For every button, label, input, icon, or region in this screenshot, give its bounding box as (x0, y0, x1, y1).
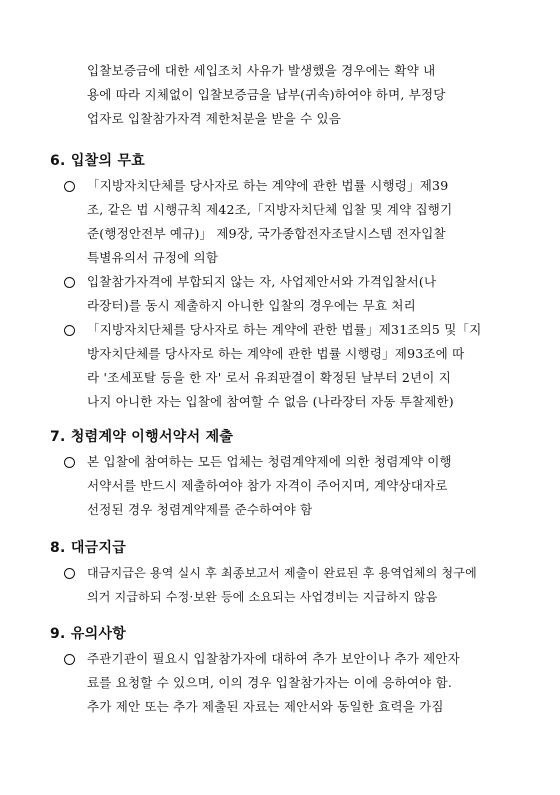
text-line: 추가 제안 또는 추가 제출된 자료는 제안서와 동일한 효력을 가짐 (87, 699, 444, 714)
text-line: 대금지급은 용역 실시 후 최종보고서 제출이 완료된 후 용역업체의 청구에 (87, 566, 477, 580)
text-line: 서약서를 반드시 제출하여야 참가 자격이 주어지며, 계약상대자로 (87, 478, 448, 493)
text-line: 용에 따라 지체없이 입찰보증금을 납부(귀속)하여야 하며, 부정당 (87, 87, 446, 102)
text-line: 선정된 경우 청렴계약제를 준수하여야 함 (87, 502, 313, 517)
list-item (50, 450, 520, 522)
list-item (50, 561, 520, 609)
list-item (50, 318, 520, 414)
section-heading: 9. 유의사항 (50, 626, 127, 642)
text-line: 특별유의서 규정에 의함 (87, 250, 219, 265)
text-line: 라장터)를 동시 제출하지 아니한 입찰의 경우에는 무효 처리 (87, 298, 416, 313)
section-integrity-pledge (50, 426, 520, 522)
intro-paragraph (87, 59, 517, 131)
circle-bullet-icon (64, 181, 75, 192)
list-item (50, 174, 520, 270)
text-line: 「지방자치단체를 당사자로 하는 계약에 관한 법률」제31조의5 및「지 (87, 322, 482, 337)
text-line: 료를 요청할 수 있으며, 이의 경우 입찰참가자는 이에 응하여야 함. (87, 675, 453, 690)
circle-bullet-icon (64, 277, 75, 288)
section-notes (50, 623, 520, 719)
text-line: 업자로 입찰참가자격 제한처분을 받을 수 있음 (87, 111, 342, 126)
text-line: 준(행정안전부 예규)」 제9장, 국가종합전자조달시스템 전자입찰 (87, 226, 446, 241)
section-payment (50, 537, 520, 609)
list-item (50, 647, 520, 719)
section-heading: 6. 입찰의 무효 (50, 153, 146, 169)
section-heading: 8. 대금지급 (50, 540, 127, 556)
circle-bullet-icon (64, 654, 75, 665)
circle-bullet-icon (64, 325, 75, 336)
text-line: 조, 같은 법 시행규칙 제42조,「지방자치단체 입찰 및 계약 집행기 (87, 202, 453, 217)
list-item (50, 270, 520, 318)
text-line: 방자치단체를 당사자로 하는 계약에 관한 법률 시행령」제93조에 따 (87, 346, 465, 361)
text-line: 주관기관이 필요시 입찰참가자에 대하여 추가 보안이나 추가 제안자 (87, 651, 460, 666)
text-line: 본 입찰에 참여하는 모든 업체는 청렴계약제에 의한 청렴계약 이행 (87, 454, 452, 469)
circle-bullet-icon (64, 457, 75, 468)
text-line: 라 '조세포탈 등을 한 자' 로서 유죄판결이 확정된 날부터 2년이 지 (87, 370, 452, 385)
section-heading: 7. 청렴계약 이행서약서 제출 (50, 429, 234, 445)
text-line: 의거 지급하되 수정·보완 등에 소요되는 사업경비는 지급하지 않음 (87, 590, 438, 604)
circle-bullet-icon (64, 568, 75, 579)
text-line: 「지방자치단체를 당사자로 하는 계약에 관한 법률 시행령」제39 (87, 178, 449, 193)
text-line: 나지 아니한 자는 입찰에 참여할 수 없음 (나라장터 자동 투찰제한) (87, 394, 454, 409)
section-invalid-bid (50, 150, 520, 414)
text-line: 입찰참가자격에 부합되지 않는 자, 사업제안서와 가격입찰서(나 (87, 274, 437, 289)
text-line: 입찰보증금에 대한 세입조치 사유가 발생했을 경우에는 확약 내 (87, 63, 436, 78)
